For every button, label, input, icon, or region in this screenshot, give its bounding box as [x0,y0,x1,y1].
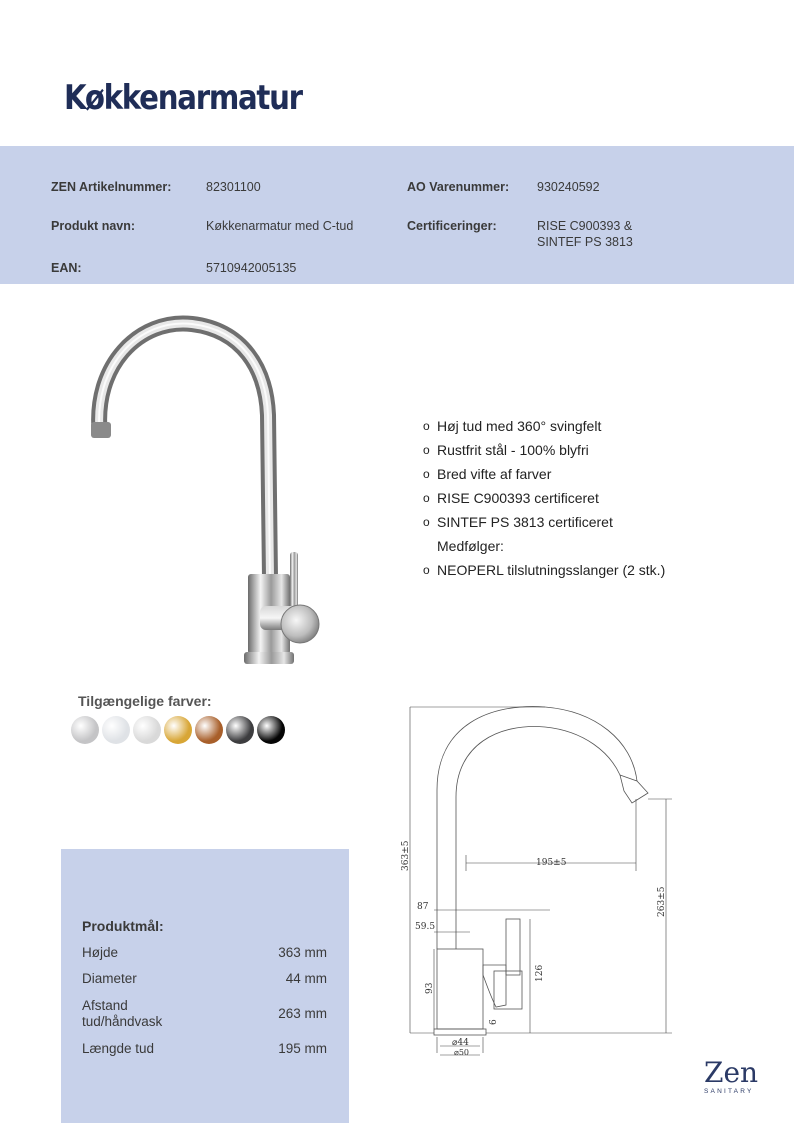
product-name-label: Produkt navn: [51,219,136,233]
dim-50-text: ⌀50 [454,1048,469,1057]
dim-distance-value: 263 mm [278,1006,327,1021]
dim-height-label: Højde [82,945,119,960]
dim-126-text: 126 [535,964,545,982]
feature-item: o Rustfrit stål - 100% blyfri [423,442,589,458]
bullet-icon: o [423,563,430,577]
dim-6-text: 6 [489,1019,499,1025]
feature-item: o Høj tud med 360° svingfelt [423,418,602,434]
certifications-value-2: SINTEF PS 3813 [537,235,633,249]
dim-distance-label-2: tud/håndvask [82,1014,163,1029]
dim-44-text: ⌀44 [452,1038,469,1048]
bullet-icon: o [423,443,430,457]
colors-label: Tilgængelige farver: [78,693,212,709]
dim-diameter-label: Diameter [82,971,137,986]
bullet-icon: o [423,419,430,433]
dim-93-text: 93 [425,982,435,994]
bullet-icon: o [423,491,430,505]
feature-item: o Bred vifte af farver [423,466,552,482]
ean-label: EAN: [51,261,82,275]
page-title: Køkkenarmatur [64,78,302,118]
bullet-icon: o [423,467,430,481]
dim-87-text: 87 [417,902,429,912]
dim-height-text: 363±5 [401,840,411,871]
dimensions-title: Produktmål: [82,918,164,934]
dimensions-box [61,849,349,1123]
color-swatch [102,716,130,744]
product-name-value: Køkkenarmatur med C-tud [206,219,354,233]
dim-diameter-value: 44 mm [285,971,327,986]
zen-logo [704,1056,759,1095]
dim-reach-text: 195±5 [536,858,567,868]
product-info-band [0,146,794,284]
ean-value: 5710942005135 [206,261,297,275]
feature-item: o NEOPERL tilslutningsslanger (2 stk.) [423,562,666,578]
dim-595-text: 59.5 [415,922,436,932]
logo-subtitle: SANITARY [704,1088,754,1095]
dim-height-value: 363 mm [278,945,327,960]
color-swatch [195,716,223,744]
feature-list [420,416,665,584]
feature-item-included-heading: Medfølger: [437,538,504,554]
ao-number-label: AO Varenummer: [407,180,510,194]
bullet-icon: o [423,515,430,529]
color-swatch [226,716,254,744]
article-number-value: 82301100 [206,180,261,194]
logo-name: Zen [704,1056,759,1089]
color-swatch [133,716,161,744]
feature-item: o RISE C900393 certificeret [423,490,599,506]
faucet-photo [80,310,340,680]
color-swatch [71,716,99,744]
dim-distance-label: Afstand [82,998,128,1013]
feature-item: o SINTEF PS 3813 certificeret [423,514,613,530]
color-swatch [164,716,192,744]
certifications-label: Certificeringer: [407,219,497,233]
dim-spout-length-value: 195 mm [278,1041,327,1056]
color-swatch [257,716,285,744]
ao-number-value: 930240592 [537,180,600,194]
article-number-label: ZEN Artikelnummer: [51,180,172,194]
dim-spout-height-text: 263±5 [657,886,667,917]
dim-spout-length-label: Længde tud [82,1041,155,1056]
technical-drawing [390,695,690,1065]
certifications-value-1: RISE C900393 & [537,219,633,233]
